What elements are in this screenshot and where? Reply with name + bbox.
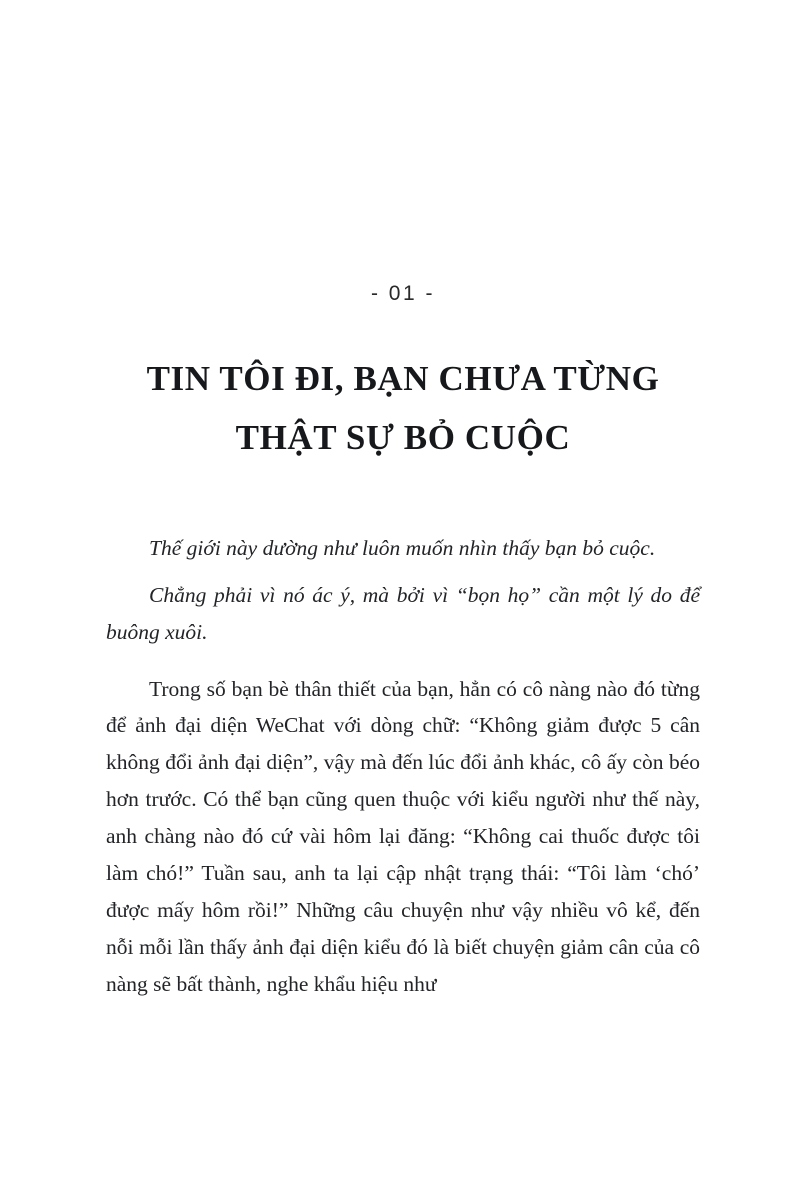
page-content xyxy=(106,0,700,1003)
paragraph-epigraph-1: Thế giới này dường như luôn muốn nhìn thấy bạn bỏ cuộc. xyxy=(149,535,656,560)
paragraph-body-1: Trong số bạn bè thân thiết của bạn, hẳn có cô nàng nào đó từng để ảnh đại diện WeChat với dòng chữ: “Không giảm được 5 cân không đổi ảnh đại diện”, vậy mà đến lúc đổi ảnh khác, cô ấy còn béo hơn trước. Có thể bạn cũng quen thuộc với kiểu người như thế này, anh chàng nào đó cứ vài hôm lại đăng: “Không cai thuốc được tôi làm chó!” Tuần sau, anh ta lại cập nhật trạng thái: “Tôi làm ‘chó’ được mấy hôm rồi!” Những câu chuyện như vậy nhiều vô kể, đến nỗi mỗi lần thấy ảnh đại diện kiểu đó là biết chuyện giảm cân của cô nàng sẽ bất thành, nghe khẩu hiệu như xyxy=(106,676,700,997)
chapter-title-line-2: THẬT SỰ BỎ CUỘC xyxy=(235,417,571,457)
page-title xyxy=(106,350,700,468)
chapter-title-line-1: TIN TÔI ĐI, BẠN CHƯA TỪNG xyxy=(146,359,660,398)
body-text xyxy=(106,530,700,1004)
chapter-number: - 01 - xyxy=(370,282,435,305)
paragraph-epigraph-2: Chẳng phải vì nó ác ý, mà bởi vì “bọn họ” cần một lý do để buông xuôi. xyxy=(106,582,700,644)
